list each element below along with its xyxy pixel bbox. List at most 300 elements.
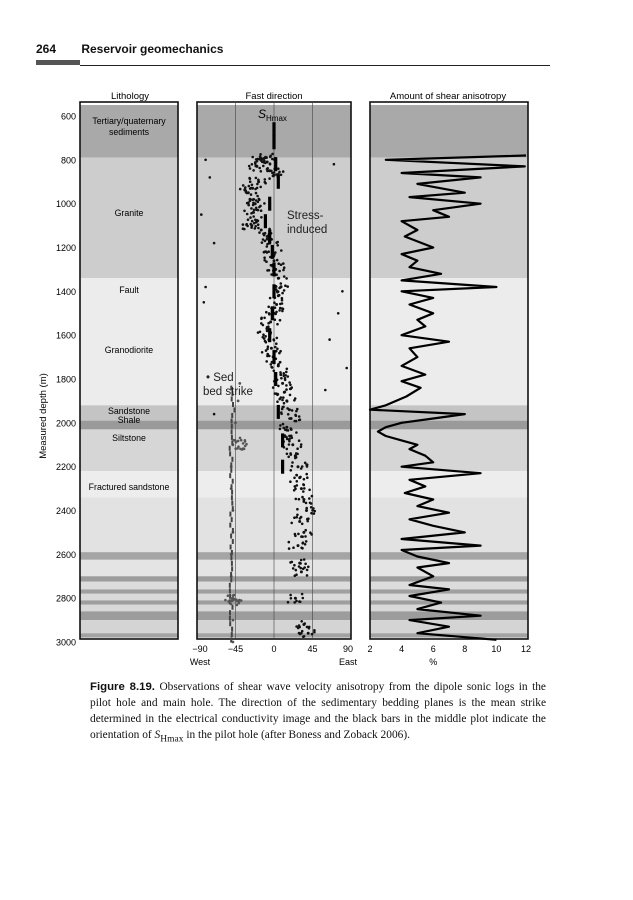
east-label: East [338,657,358,667]
fast-point [280,411,283,414]
fast-point [313,510,316,513]
fast-point [243,210,246,213]
stress-induced-label-2: induced [287,224,328,236]
fast-point [303,635,306,638]
fast-point [287,601,290,604]
fast-point [268,313,271,316]
fast-point [268,269,271,272]
fast-point [255,177,258,180]
fast-tick: 0 [271,644,277,654]
fast-point [303,622,306,625]
fast-point [259,186,262,189]
sed-dash [229,621,231,626]
fast-point [275,303,278,306]
fast-point [252,215,255,218]
fast-point [296,484,299,487]
fast-point [260,170,263,173]
fast-point [279,428,282,431]
sed-dash [231,550,233,555]
fast-point [288,440,291,443]
fast-direction-title: Fast direction [245,91,303,102]
fast-point [286,400,289,403]
fast-point [282,423,285,426]
fast-point [300,620,303,623]
fast-point [261,161,264,164]
fast-point [255,158,258,161]
lithology-title: Lithology [110,91,150,102]
fast-point [274,392,277,395]
fast-point [258,231,261,234]
fast-point [279,307,282,310]
depth-band [370,552,528,560]
fast-point [284,374,287,377]
fast-point [300,446,303,449]
lithology-bands [80,105,178,639]
fast-point [200,213,203,216]
fast-point [273,339,276,342]
sed-point [227,600,230,603]
fast-point [300,467,303,470]
sed-dash [231,632,233,637]
fast-point [301,523,304,526]
fast-point [309,502,312,505]
fast-point [276,259,279,262]
fast-point [298,415,301,418]
sed-dash [231,517,233,522]
fast-point [280,282,283,285]
fast-point [303,500,306,503]
fast-point [213,242,216,245]
sed-point [233,598,236,601]
fast-point [282,406,285,409]
fast-point [289,384,292,387]
litho-label-shale: Shale [117,415,141,425]
shmax-bar [281,460,284,474]
fast-point [287,456,290,459]
fast-point [303,487,306,490]
fast-point [302,490,305,493]
fast-point [264,178,267,181]
sed-point [232,594,235,597]
sed-dash [229,583,231,588]
page-header [36,42,223,56]
fast-point [290,522,293,525]
fast-point [287,413,290,416]
fast-point [243,189,246,192]
fast-point [203,301,206,304]
sed-dash [231,435,233,440]
sed-dash [231,501,233,506]
fast-point [253,209,256,212]
fast-point [275,342,278,345]
fast-point [291,443,294,446]
fast-point [253,222,256,225]
fast-point [301,535,304,538]
fast-point [296,514,299,517]
fast-point [249,187,252,190]
fast-point [285,388,288,391]
running-title: Reservoir geomechanics [81,42,224,56]
depth-ticks [56,112,76,648]
fast-point [260,209,263,212]
fast-point [281,302,284,305]
fast-point [305,540,308,543]
fast-point [290,469,293,472]
fast-point [285,426,288,429]
fast-point [290,428,293,431]
fast-point [280,174,283,177]
fast-point [254,161,257,164]
fast-point [300,570,303,573]
fast-point [257,227,260,230]
fast-point [248,177,251,180]
litho-label-granodiorite: Granodiorite [104,345,154,355]
fast-point [289,394,292,397]
fast-point [299,567,302,570]
litho-label-fractured: Fractured sandstone [88,482,170,492]
fast-point [293,564,296,567]
fast-point [278,270,281,273]
fast-point [274,306,277,309]
fast-point [306,476,309,479]
fast-point [276,244,279,247]
fast-point [303,566,306,569]
fast-point [290,453,293,456]
fast-point [257,179,260,182]
fast-point [310,512,313,515]
fast-point [288,417,291,420]
shear-tick: 12 [520,644,532,654]
fast-point [282,396,285,399]
fast-point [298,419,301,422]
fast-point [280,249,283,252]
fast-point [262,165,265,168]
depth-band [80,582,178,590]
fast-point [293,477,296,480]
fast-point [263,251,266,254]
fast-point [282,262,285,265]
sed-point [224,599,227,602]
depth-axis-label: Measured depth (m) [38,373,49,459]
shmax-bar [272,284,275,298]
fast-point [271,153,274,156]
fast-point [308,497,311,500]
fast-point [269,156,272,159]
shear-tick: 2 [367,644,373,654]
sed-point [237,602,240,605]
fast-point [257,223,260,226]
fast-point [259,155,262,158]
fast-point [295,456,298,459]
fast-point [204,286,207,289]
fast-point [283,289,286,292]
shmax-bar [268,230,271,244]
shmax-bar [268,328,271,342]
fast-point [294,574,297,577]
fast-point [266,251,269,254]
fast-point [304,529,307,532]
fast-point [265,311,268,314]
fast-point [282,170,285,173]
fast-point [275,273,278,276]
fast-point [299,562,302,565]
fast-point [254,188,257,191]
fast-point [251,220,254,223]
fast-point [263,202,266,205]
depth-band [80,552,178,560]
shear-tick: 6 [430,644,436,654]
sed-dash [231,457,233,462]
sed-dash [231,484,233,489]
fast-point [294,397,297,400]
fast-point [298,498,301,501]
fast-point [278,277,281,280]
depth-band [370,105,528,158]
fast-point [300,559,303,562]
fast-point [306,574,309,577]
sed-dash [231,429,233,434]
fast-point [269,163,272,166]
caption-tail: in the pilot hole (after Boness and Zoback 2006). [186,729,410,741]
fast-point [262,333,265,336]
sed-dash [230,468,232,473]
fast-point [279,424,282,427]
fast-point [310,506,313,509]
fast-point [285,277,288,280]
fast-point [296,508,299,511]
sed-point [244,439,247,442]
depth-band [80,560,178,576]
fast-point [245,223,248,226]
sed-bed-strike-label-2: bed strike [203,386,253,398]
fast-point [296,447,299,450]
fast-point [286,368,289,371]
sed-dash [234,408,236,413]
sed-point [227,594,230,597]
depth-tick: 600 [60,111,76,122]
fast-point [295,516,298,519]
fast-point [248,165,251,168]
fast-point [304,462,307,465]
fast-point [286,448,289,451]
fast-point [250,226,253,229]
depth-band [370,605,528,612]
header-rule [80,65,550,66]
fast-point [249,180,252,183]
shmax-bar [277,175,280,189]
fast-point [345,367,348,370]
sed-dash [230,577,232,582]
fast-point [247,218,250,221]
fast-point [305,502,308,505]
sed-dash [229,473,231,478]
fast-point [264,232,267,235]
depth-tick: 2600 [55,549,76,560]
fast-point [291,409,294,412]
fast-point [305,509,308,512]
fast-point [305,473,308,476]
fast-point [313,629,316,632]
depth-band [80,605,178,612]
fast-point [293,420,296,423]
sed-point [240,439,243,442]
shear-x-ticks [367,644,531,654]
sed-point [238,382,241,385]
shmax-bar [277,405,280,419]
fast-point [266,353,269,356]
fast-point [301,496,304,499]
sed-dash [232,528,234,533]
fast-point [299,476,302,479]
fast-point [267,322,270,325]
fast-point [283,372,286,375]
fast-point [289,594,292,597]
sed-point [234,439,237,442]
fast-point [281,382,284,385]
fast-point [267,306,270,309]
fast-point [284,379,287,382]
fast-point [242,227,245,230]
fast-point [324,389,327,392]
depth-band [370,582,528,590]
sed-point [232,619,235,622]
fast-point [299,517,302,520]
fast-point [291,461,294,464]
sed-dash [231,561,233,566]
sed-bed-strike-label-1: • Sed [206,372,234,384]
fast-point [293,601,296,604]
depth-band [80,589,178,593]
fast-point [260,322,263,325]
depth-tick: 2000 [55,418,76,429]
fast-point [264,162,267,165]
fast-point [293,489,296,492]
sed-point [230,603,233,606]
fast-point [308,489,311,492]
depth-tick: 1000 [55,199,76,210]
sed-point [242,447,245,450]
sed-dash [229,451,231,456]
sed-dash [232,539,234,544]
fast-point [279,319,282,322]
shear-tick: 10 [491,644,502,654]
depth-band [370,471,528,497]
caption-shmax: S [154,729,161,741]
depth-band [80,594,178,601]
fast-point [294,597,297,600]
fast-point [295,452,298,455]
fast-point [204,159,207,162]
fast-point [255,199,258,202]
fast-point [279,361,282,364]
fast-point [265,360,268,363]
fast-point [290,597,293,600]
depth-band [370,429,528,471]
fast-point [297,533,300,536]
fast-point [249,167,252,170]
depth-band [80,600,178,604]
fast-point [304,543,307,546]
fast-point [265,260,268,263]
fast-tick: −90 [192,644,208,654]
fast-point [266,167,269,170]
fast-point [301,547,304,550]
sed-point [242,442,245,445]
fast-point [252,169,255,172]
fast-point [254,227,257,230]
fast-point [251,163,254,166]
fast-point [288,547,291,550]
sed-dash [229,523,231,528]
fast-point [306,569,309,572]
fast-point [266,170,269,173]
fast-point [209,176,212,179]
fast-point [284,284,287,287]
fast-point [261,241,264,244]
fast-point [288,438,291,441]
fast-point [284,391,287,394]
fast-point [264,335,267,338]
caption-label: Figure 8.19. [90,681,155,693]
shmax-bar [264,214,267,228]
fast-point [294,535,297,538]
depth-tick: 1400 [55,286,76,297]
fast-point [251,156,254,159]
fast-point [249,216,252,219]
fast-point [255,192,258,195]
fast-point [288,541,291,544]
sed-dash [230,572,232,577]
depth-tick: 1800 [55,374,76,385]
fast-point [278,287,281,290]
fast-point [263,337,266,340]
header-bar [36,60,80,65]
fast-point [279,371,282,374]
fast-point [273,301,276,304]
fast-point [288,381,291,384]
shmax-bar [272,262,275,276]
fast-point [304,563,307,566]
fast-point [304,535,307,538]
figure-caption [90,679,546,747]
fast-point [266,238,269,241]
sed-dash [231,627,233,632]
fast-point [274,251,277,254]
sed-dash [231,490,233,495]
fast-point [296,408,299,411]
fast-point [256,183,259,186]
fast-point [266,245,269,248]
fast-point [267,325,270,328]
fast-point [283,266,286,269]
fast-point [260,317,263,320]
fast-tick: 45 [307,644,318,654]
depth-tick: 2800 [55,593,76,604]
fast-point [311,495,314,498]
fast-point [254,165,257,168]
fast-point [313,512,316,515]
sed-dash [230,555,232,560]
fast-point [277,385,280,388]
fast-point [289,388,292,391]
sed-point [236,604,239,607]
fast-point [281,399,284,402]
depth-band [80,576,178,581]
fast-point [261,158,264,161]
depth-tick: 2200 [55,462,76,473]
fast-point [277,167,280,170]
sed-dash [230,534,232,539]
